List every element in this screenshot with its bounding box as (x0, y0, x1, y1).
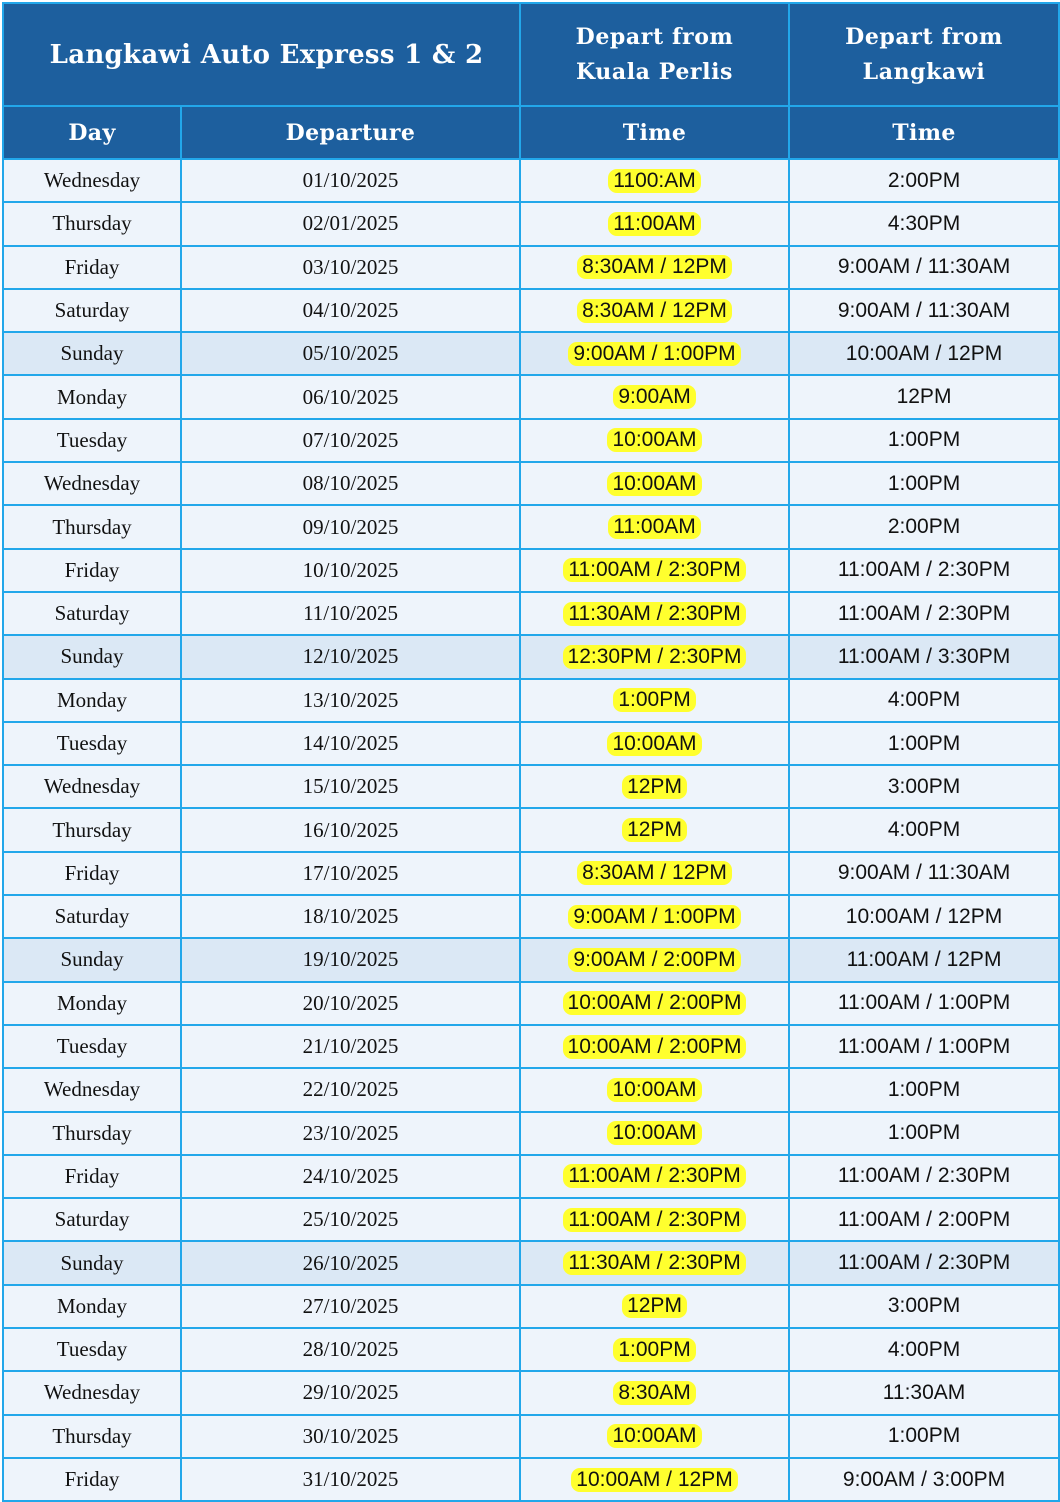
date-cell: 25/10/2025 (181, 1198, 520, 1241)
date-cell: 02/01/2025 (181, 202, 520, 245)
departure-column-header: Departure (181, 106, 520, 159)
day-cell: Tuesday (3, 722, 181, 765)
langkawi-time-cell: 11:00AM / 2:30PM (789, 549, 1059, 592)
kuala-perlis-time: 10:00AM / 2:00PM (563, 991, 747, 1015)
kuala-perlis-time: 11:30AM / 2:30PM (563, 1251, 745, 1275)
date-cell: 17/10/2025 (181, 852, 520, 895)
kuala-perlis-time-cell (520, 1155, 789, 1198)
kuala-perlis-header-line-1: Depart from (575, 23, 734, 50)
day-cell: Tuesday (3, 419, 181, 462)
langkawi-time-cell: 11:00AM / 1:00PM (789, 982, 1059, 1025)
day-cell: Thursday (3, 808, 181, 851)
kuala-perlis-time: 11:30AM / 2:30PM (563, 602, 745, 626)
kuala-perlis-time: 8:30AM / 12PM (577, 861, 732, 885)
date-cell: 21/10/2025 (181, 1025, 520, 1068)
langkawi-time-cell: 10:00AM / 12PM (789, 895, 1059, 938)
langkawi-time-cell: 9:00AM / 11:30AM (789, 852, 1059, 895)
date-cell: 30/10/2025 (181, 1415, 520, 1458)
langkawi-time-cell: 2:00PM (789, 159, 1059, 202)
table-row (3, 202, 1059, 245)
date-cell: 16/10/2025 (181, 808, 520, 851)
kuala-perlis-time-cell (520, 159, 789, 202)
date-cell: 23/10/2025 (181, 1112, 520, 1155)
kuala-perlis-time-cell (520, 1458, 789, 1501)
table-row (3, 1112, 1059, 1155)
day-cell: Tuesday (3, 1328, 181, 1371)
kuala-perlis-time-cell (520, 938, 789, 981)
date-cell: 03/10/2025 (181, 246, 520, 289)
langkawi-time-cell: 1:00PM (789, 722, 1059, 765)
langkawi-time-cell: 4:00PM (789, 679, 1059, 722)
kuala-perlis-header-line-2: Kuala Perlis (576, 58, 734, 85)
langkawi-time-column-header: Time (789, 106, 1059, 159)
ferry-schedule-table (2, 2, 1060, 1502)
table-row (3, 159, 1059, 202)
kuala-perlis-time-cell (520, 982, 789, 1025)
kuala-perlis-time: 1100:AM (608, 169, 701, 193)
day-cell: Tuesday (3, 1025, 181, 1068)
langkawi-time-cell: 11:00AM / 2:00PM (789, 1198, 1059, 1241)
kuala-perlis-direction-header (520, 3, 789, 106)
kuala-perlis-time: 9:00AM / 2:00PM (568, 948, 740, 972)
date-cell: 12/10/2025 (181, 635, 520, 678)
langkawi-header-line-1: Depart from (845, 23, 1003, 50)
kuala-perlis-time-cell (520, 332, 789, 375)
langkawi-time-cell: 10:00AM / 12PM (789, 332, 1059, 375)
kuala-perlis-time: 12PM (622, 1294, 687, 1318)
day-cell: Wednesday (3, 765, 181, 808)
table-row (3, 808, 1059, 851)
table-row (3, 1458, 1059, 1501)
day-cell: Monday (3, 982, 181, 1025)
date-cell: 27/10/2025 (181, 1285, 520, 1328)
day-cell: Friday (3, 246, 181, 289)
table-row (3, 1241, 1059, 1284)
kuala-perlis-time: 12PM (622, 818, 687, 842)
langkawi-time-cell: 11:00AM / 2:30PM (789, 1241, 1059, 1284)
kuala-perlis-time-cell (520, 246, 789, 289)
kuala-perlis-time: 11:00AM / 2:30PM (563, 1164, 745, 1188)
kuala-perlis-time: 8:30AM / 12PM (577, 255, 732, 279)
table-row (3, 852, 1059, 895)
langkawi-time-cell: 11:00AM / 2:30PM (789, 1155, 1059, 1198)
date-cell: 15/10/2025 (181, 765, 520, 808)
kuala-perlis-time: 9:00AM (613, 385, 695, 409)
langkawi-time-cell: 11:30AM (789, 1371, 1059, 1414)
date-cell: 06/10/2025 (181, 375, 520, 418)
day-cell: Sunday (3, 635, 181, 678)
kuala-perlis-time: 9:00AM / 1:00PM (568, 342, 740, 366)
date-cell: 19/10/2025 (181, 938, 520, 981)
day-cell: Monday (3, 375, 181, 418)
kuala-perlis-time-cell (520, 808, 789, 851)
day-cell: Monday (3, 679, 181, 722)
kuala-perlis-time: 1:00PM (613, 688, 695, 712)
table-row (3, 1025, 1059, 1068)
kuala-perlis-time: 9:00AM / 1:00PM (568, 905, 740, 929)
kuala-perlis-time: 10:00AM (607, 1424, 701, 1448)
date-cell: 22/10/2025 (181, 1068, 520, 1111)
table-row (3, 1328, 1059, 1371)
kuala-perlis-time: 10:00AM (607, 1121, 701, 1145)
day-column-header: Day (3, 106, 181, 159)
langkawi-time-cell: 4:00PM (789, 808, 1059, 851)
table-row (3, 289, 1059, 332)
kuala-perlis-time-cell (520, 1112, 789, 1155)
langkawi-time-cell: 11:00AM / 2:30PM (789, 592, 1059, 635)
kuala-perlis-time-cell (520, 1241, 789, 1284)
langkawi-time-cell: 9:00AM / 11:30AM (789, 289, 1059, 332)
table-row (3, 982, 1059, 1025)
date-cell: 04/10/2025 (181, 289, 520, 332)
langkawi-time-cell: 1:00PM (789, 462, 1059, 505)
kuala-perlis-time: 11:00AM / 2:30PM (563, 1208, 745, 1232)
date-cell: 01/10/2025 (181, 159, 520, 202)
date-cell: 14/10/2025 (181, 722, 520, 765)
kuala-perlis-time-cell (520, 722, 789, 765)
kuala-perlis-time-cell (520, 592, 789, 635)
kuala-perlis-time-cell (520, 202, 789, 245)
date-cell: 18/10/2025 (181, 895, 520, 938)
kuala-perlis-time-cell (520, 419, 789, 462)
kuala-perlis-time: 11:00AM / 2:30PM (563, 558, 745, 582)
kuala-perlis-time: 10:00AM (607, 428, 701, 452)
day-cell: Monday (3, 1285, 181, 1328)
kuala-perlis-time: 11:00AM (608, 212, 701, 236)
kuala-perlis-time: 10:00AM / 2:00PM (563, 1035, 747, 1059)
kuala-perlis-time-cell (520, 895, 789, 938)
date-cell: 13/10/2025 (181, 679, 520, 722)
langkawi-time-cell: 3:00PM (789, 765, 1059, 808)
kuala-perlis-time: 10:00AM (607, 472, 701, 496)
title-row (3, 3, 1059, 106)
date-cell: 26/10/2025 (181, 1241, 520, 1284)
day-cell: Wednesday (3, 462, 181, 505)
table-row (3, 246, 1059, 289)
day-cell: Wednesday (3, 1371, 181, 1414)
langkawi-time-cell: 9:00AM / 11:30AM (789, 246, 1059, 289)
day-cell: Wednesday (3, 159, 181, 202)
table-row (3, 1371, 1059, 1414)
date-cell: 10/10/2025 (181, 549, 520, 592)
kuala-perlis-time-cell (520, 1025, 789, 1068)
table-row (3, 1198, 1059, 1241)
kuala-perlis-time: 11:00AM (608, 515, 701, 539)
day-cell: Friday (3, 549, 181, 592)
kuala-perlis-time-cell (520, 1371, 789, 1414)
langkawi-time-cell: 1:00PM (789, 1415, 1059, 1458)
table-title: Langkawi Auto Express 1 & 2 (3, 3, 520, 106)
table-row (3, 592, 1059, 635)
day-cell: Saturday (3, 1198, 181, 1241)
date-cell: 29/10/2025 (181, 1371, 520, 1414)
kuala-perlis-time: 10:00AM (607, 732, 701, 756)
kuala-perlis-time-cell (520, 1415, 789, 1458)
table-row (3, 1155, 1059, 1198)
kuala-perlis-time-cell (520, 289, 789, 332)
kuala-perlis-time-column-header: Time (520, 106, 789, 159)
date-cell: 09/10/2025 (181, 505, 520, 548)
table-row (3, 722, 1059, 765)
table-row (3, 505, 1059, 548)
kuala-perlis-time: 1:00PM (613, 1338, 695, 1362)
day-cell: Friday (3, 852, 181, 895)
day-cell: Friday (3, 1155, 181, 1198)
kuala-perlis-time: 8:30AM / 12PM (577, 299, 732, 323)
langkawi-time-cell: 12PM (789, 375, 1059, 418)
date-cell: 11/10/2025 (181, 592, 520, 635)
day-cell: Thursday (3, 1415, 181, 1458)
kuala-perlis-time-cell (520, 375, 789, 418)
date-cell: 07/10/2025 (181, 419, 520, 462)
day-cell: Sunday (3, 332, 181, 375)
table-row (3, 1415, 1059, 1458)
day-cell: Saturday (3, 895, 181, 938)
date-cell: 20/10/2025 (181, 982, 520, 1025)
date-cell: 31/10/2025 (181, 1458, 520, 1501)
date-cell: 28/10/2025 (181, 1328, 520, 1371)
day-cell: Sunday (3, 1241, 181, 1284)
table-row (3, 635, 1059, 678)
kuala-perlis-time: 10:00AM (607, 1078, 701, 1102)
langkawi-header-line-2: Langkawi (862, 58, 986, 85)
langkawi-time-cell: 4:00PM (789, 1328, 1059, 1371)
table-row (3, 1068, 1059, 1111)
date-cell: 05/10/2025 (181, 332, 520, 375)
langkawi-time-cell: 1:00PM (789, 419, 1059, 462)
langkawi-time-cell: 11:00AM / 3:30PM (789, 635, 1059, 678)
table-row (3, 332, 1059, 375)
day-cell: Wednesday (3, 1068, 181, 1111)
kuala-perlis-time-cell (520, 1328, 789, 1371)
langkawi-time-cell: 1:00PM (789, 1068, 1059, 1111)
kuala-perlis-time: 10:00AM / 12PM (571, 1468, 737, 1492)
kuala-perlis-time-cell (520, 1198, 789, 1241)
langkawi-time-cell: 11:00AM / 1:00PM (789, 1025, 1059, 1068)
table-row (3, 419, 1059, 462)
kuala-perlis-time: 8:30AM (613, 1381, 695, 1405)
table-row (3, 549, 1059, 592)
day-cell: Saturday (3, 289, 181, 332)
kuala-perlis-time-cell (520, 549, 789, 592)
langkawi-time-cell: 4:30PM (789, 202, 1059, 245)
kuala-perlis-time-cell (520, 1285, 789, 1328)
table-row (3, 938, 1059, 981)
kuala-perlis-time-cell (520, 462, 789, 505)
langkawi-direction-header (789, 3, 1059, 106)
langkawi-time-cell: 1:00PM (789, 1112, 1059, 1155)
kuala-perlis-time: 12:30PM / 2:30PM (563, 645, 747, 669)
table-row (3, 679, 1059, 722)
day-cell: Thursday (3, 1112, 181, 1155)
day-cell: Thursday (3, 202, 181, 245)
langkawi-time-cell: 3:00PM (789, 1285, 1059, 1328)
kuala-perlis-time-cell (520, 679, 789, 722)
table-row (3, 375, 1059, 418)
table-row (3, 895, 1059, 938)
kuala-perlis-time-cell (520, 1068, 789, 1111)
langkawi-time-cell: 11:00AM / 12PM (789, 938, 1059, 981)
table-row (3, 462, 1059, 505)
table-row (3, 1285, 1059, 1328)
day-cell: Friday (3, 1458, 181, 1501)
schedule-body (3, 3, 1059, 1501)
day-cell: Sunday (3, 938, 181, 981)
kuala-perlis-time-cell (520, 505, 789, 548)
table-row (3, 765, 1059, 808)
kuala-perlis-time-cell (520, 765, 789, 808)
column-header-row (3, 106, 1059, 159)
day-cell: Saturday (3, 592, 181, 635)
day-cell: Thursday (3, 505, 181, 548)
kuala-perlis-time-cell (520, 635, 789, 678)
langkawi-time-cell: 9:00AM / 3:00PM (789, 1458, 1059, 1501)
date-cell: 08/10/2025 (181, 462, 520, 505)
kuala-perlis-time-cell (520, 852, 789, 895)
kuala-perlis-time: 12PM (622, 775, 687, 799)
langkawi-time-cell: 2:00PM (789, 505, 1059, 548)
date-cell: 24/10/2025 (181, 1155, 520, 1198)
